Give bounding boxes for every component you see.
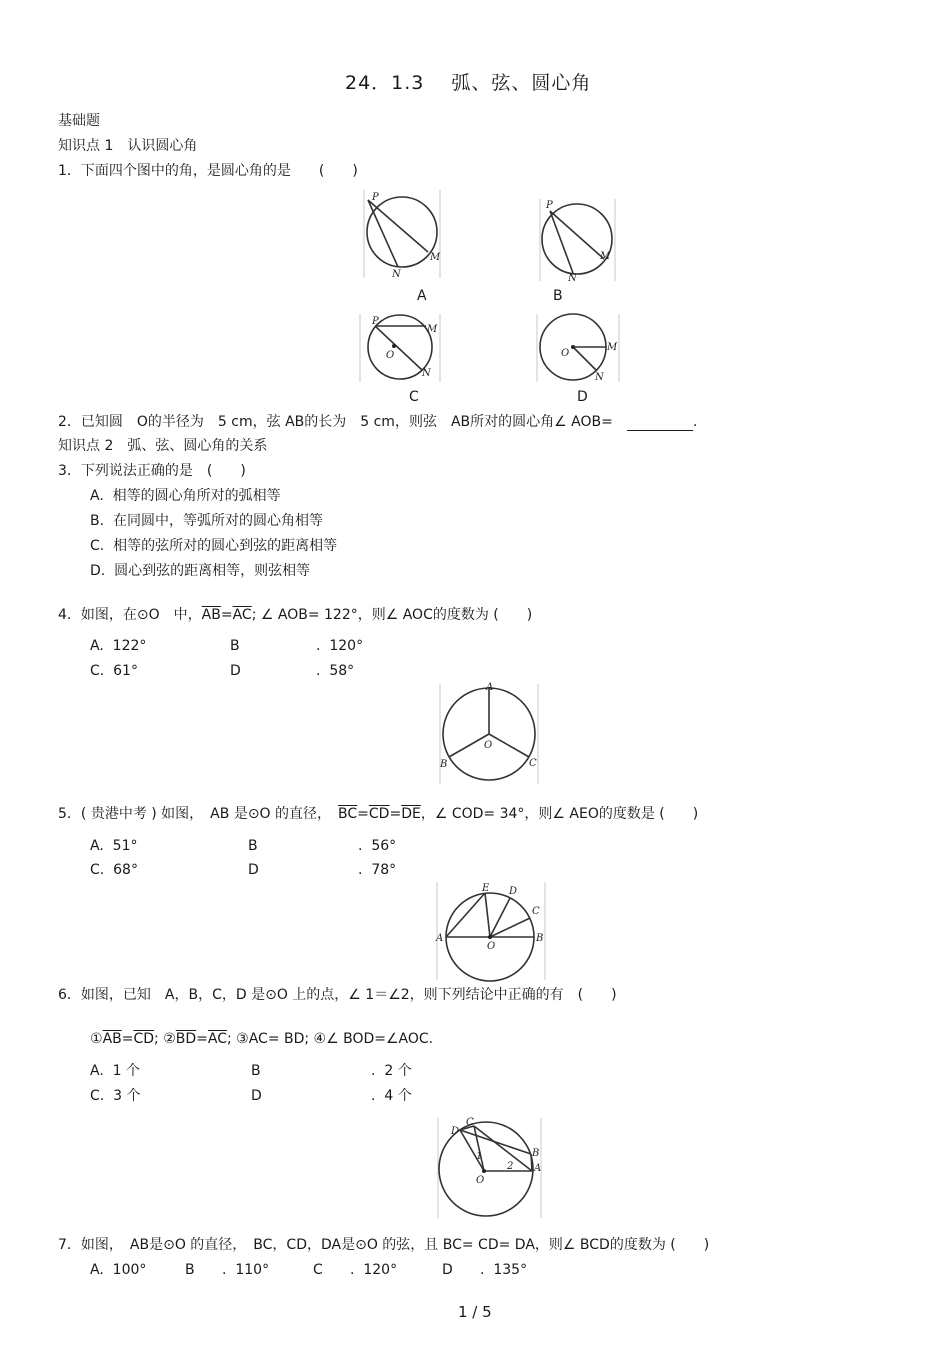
label-m: M bbox=[607, 342, 618, 353]
label-m: M bbox=[600, 251, 611, 262]
question-3-option-c: C. 相等的弦所对的圆心到弦的距离相等 bbox=[90, 538, 338, 554]
question-4-option-d-value: . 58° bbox=[316, 663, 355, 679]
question-5-option-d-value: . 78° bbox=[358, 862, 397, 878]
figure-q4 bbox=[438, 682, 540, 786]
question-5-option-c: C. 68° bbox=[90, 862, 138, 878]
question-4-stem: 4．如图，在⊙O 中，$\overline{AB}=\overline{AC}$; ∠ AOB= 122°，则∠ AOC的度数为 ( ) bbox=[58, 607, 533, 623]
question-3-option-d: D. 圆心到弦的距离相等，则弦相等 bbox=[90, 563, 311, 579]
question-4-option-b-value: . 120° bbox=[316, 638, 364, 654]
label-b: B bbox=[532, 1148, 540, 1159]
label-d: D bbox=[451, 1126, 460, 1137]
question-4-option-c: C. 61° bbox=[90, 663, 138, 679]
question-6-statements: $①\overline{AB}=\overline{CD}$; $②\overline{BD}=\overline{AC}$; ③AC= BD; ④∠ BOD=∠AOC. bbox=[90, 1031, 434, 1047]
label-c: C bbox=[466, 1117, 474, 1128]
question-7-option-b-value: . 110° bbox=[222, 1262, 270, 1278]
question-7-option-d-letter: D bbox=[442, 1262, 453, 1278]
question-5-option-b-letter: B bbox=[248, 838, 258, 854]
question-3-option-a: A. 相等的圆心角所对的弧相等 bbox=[90, 488, 281, 504]
label-n: N bbox=[595, 372, 604, 383]
label-m: M bbox=[427, 324, 438, 335]
page-title: 24．1.3 弧、弦、圆心角 bbox=[345, 72, 592, 94]
question-2-stem: 2．已知圆 O的半径为 5 cm，弦 AB的长为 5 cm，则弦 AB所对的圆心角∠ AOB= . bbox=[58, 414, 698, 430]
figure-q1-label-a: A bbox=[417, 288, 427, 304]
label-o: O bbox=[386, 350, 395, 361]
question-5-stem: 5．( 贵港中考 ) 如图， AB 是⊙O 的直径， $\overline{BC}=\overline{CD}=\overline{DE}$，∠ COD= 34°，则∠ AEO的度数是 ( ) bbox=[58, 806, 699, 822]
question-5-option-b-value: . 56° bbox=[358, 838, 397, 854]
label-n: N bbox=[392, 269, 401, 280]
label-angle-2: 2 bbox=[507, 1161, 514, 1172]
question-4-option-b-letter: B bbox=[230, 638, 240, 654]
label-o: O bbox=[487, 941, 496, 952]
question-5-option-d-letter: D bbox=[248, 862, 259, 878]
question-7-option-c-value: . 120° bbox=[350, 1262, 398, 1278]
question-6-option-b-letter: B bbox=[251, 1063, 261, 1079]
label-angle-1: 1 bbox=[476, 1151, 483, 1162]
figure-q6 bbox=[436, 1116, 544, 1220]
question-6-stem: 6．如图，已知 A，B，C，D 是⊙O 上的点，∠ 1＝∠2，则下列结论中正确的有 ( ) bbox=[58, 987, 617, 1003]
question-3-stem: 3．下列说法正确的是 ( ) bbox=[58, 463, 246, 479]
question-7-option-b-letter: B bbox=[185, 1262, 195, 1278]
label-n: N bbox=[422, 368, 431, 379]
question-6-option-d-value: . 4 个 bbox=[371, 1088, 412, 1104]
figure-q1-d bbox=[535, 312, 621, 384]
section-heading: 基础题 bbox=[58, 113, 100, 129]
label-p: P bbox=[372, 192, 379, 203]
label-o: O bbox=[476, 1175, 485, 1186]
figure-q1-label-d: D bbox=[577, 389, 588, 405]
label-a: A bbox=[486, 682, 494, 693]
question-7-option-c-letter: C bbox=[313, 1262, 323, 1278]
label-n: N bbox=[568, 273, 577, 284]
figure-q1-a bbox=[362, 190, 442, 280]
label-a: A bbox=[436, 933, 444, 944]
label-o: O bbox=[561, 348, 570, 359]
knowledge-point-2: 知识点 2 弧、弦、圆心角的关系 bbox=[58, 438, 268, 454]
answer-blank bbox=[627, 416, 693, 431]
question-6-option-c: C. 3 个 bbox=[90, 1088, 141, 1104]
question-7-option-a: A. 100° bbox=[90, 1262, 147, 1278]
figure-q1-label-b: B bbox=[553, 288, 563, 304]
label-b: B bbox=[536, 933, 544, 944]
label-o: O bbox=[484, 740, 493, 751]
question-5-option-a: A. 51° bbox=[90, 838, 138, 854]
label-a: A bbox=[534, 1163, 542, 1174]
label-c: C bbox=[529, 758, 537, 769]
question-4-option-a: A. 122° bbox=[90, 638, 147, 654]
question-7-option-d-value: . 135° bbox=[480, 1262, 528, 1278]
label-p: P bbox=[372, 316, 379, 327]
question-3-option-b: B. 在同圆中，等弧所对的圆心角相等 bbox=[90, 513, 323, 529]
question-6-option-a: A. 1 个 bbox=[90, 1063, 141, 1079]
figure-q1-label-c: C bbox=[409, 389, 419, 405]
figure-q1-b bbox=[538, 195, 618, 283]
figure-q5 bbox=[435, 880, 547, 982]
knowledge-point-1: 知识点 1 认识圆心角 bbox=[58, 138, 198, 154]
label-c: C bbox=[532, 906, 540, 917]
question-6-option-d-letter: D bbox=[251, 1088, 262, 1104]
label-m: M bbox=[430, 252, 441, 263]
question-7-stem: 7．如图， AB是⊙O 的直径， BC，CD，DA是⊙O 的弦，且 BC= CD= DA，则∠ BCD的度数为 ( ) bbox=[58, 1237, 710, 1253]
label-b: B bbox=[440, 759, 448, 770]
label-d: D bbox=[509, 886, 518, 897]
label-p: P bbox=[546, 200, 553, 211]
question-6-option-b-value: . 2 个 bbox=[371, 1063, 412, 1079]
question-1-stem: 1．下面四个图中的角，是圆心角的是 ( ) bbox=[58, 163, 358, 179]
label-e: E bbox=[482, 883, 490, 894]
page-number: 1 / 5 bbox=[458, 1303, 492, 1321]
figure-q1-c bbox=[358, 312, 442, 384]
question-4-option-d-letter: D bbox=[230, 663, 241, 679]
